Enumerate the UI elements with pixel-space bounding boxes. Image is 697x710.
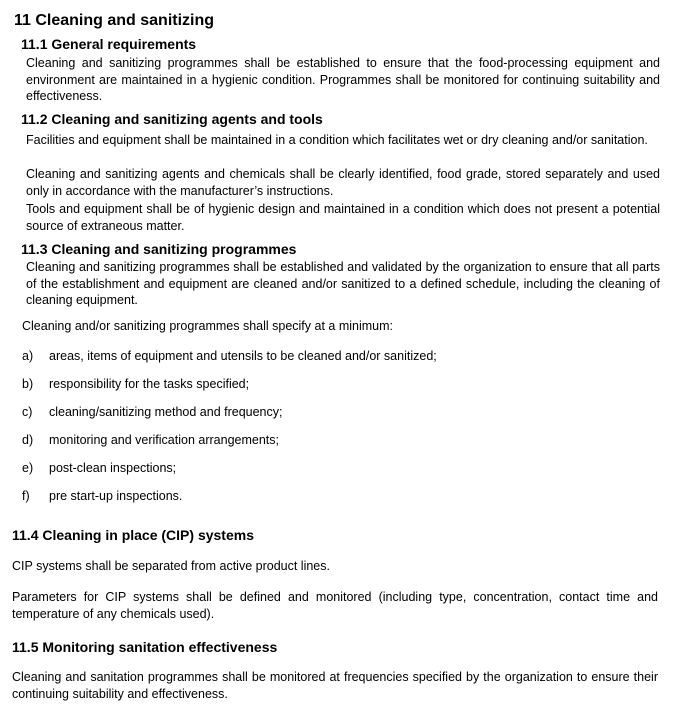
list-marker: f) <box>22 489 30 503</box>
paragraph-general-requirements: Cleaning and sanitizing programmes shall be established to ensure that the food-processing equipment and environment are maintained in a hygienic condition. Programmes shall be monitored for continuing suitability and effectiveness. <box>26 56 660 103</box>
list-marker: b) <box>22 377 34 391</box>
heading-programmes: 11.3 Cleaning and sanitizing programmes <box>21 241 297 257</box>
list-item <box>22 460 176 477</box>
list-marker: e) <box>22 461 34 475</box>
list-marker: d) <box>22 433 34 447</box>
list-item-text: responsibility for the tasks specified; <box>49 377 250 391</box>
paragraph-monitoring: Cleaning and sanitation programmes shall be monitored at frequencies specified by the organization to ensure their continuing suitability and effectiveness. <box>12 670 658 701</box>
paragraph-cip-separation: CIP systems shall be separated from active product lines. <box>12 559 330 573</box>
list-item-text: monitoring and verification arrangements; <box>49 433 279 447</box>
list-item-text: pre start-up inspections. <box>49 489 183 503</box>
list-item-text: cleaning/sanitizing method and frequency; <box>49 405 283 419</box>
paragraph-facilities: Facilities and equipment shall be maintained in a condition which facilitates wet or dry cleaning and/or sanitation. <box>26 133 648 147</box>
list-item <box>22 348 437 365</box>
list-item <box>22 404 282 421</box>
paragraph-programmes-minimum: Cleaning and/or sanitizing programmes shall specify at a minimum: <box>22 319 393 333</box>
paragraph-programmes: Cleaning and sanitizing programmes shall be established and validated by the organization to ensure that all parts of the establishment and equipment are cleaned and/or sanitized to a defined schedule, including the cleaning of cleaning equipment. <box>26 260 660 307</box>
list-marker: c) <box>22 405 33 419</box>
heading-general-requirements: 11.1 General requirements <box>21 36 197 52</box>
paragraph-cip-parameters: Parameters for CIP systems shall be defined and monitored (including type, concentration, contact time and temperature of any chemicals used). <box>12 590 658 621</box>
section-title: 11 Cleaning and sanitizing <box>14 12 215 29</box>
heading-agents-and-tools: 11.2 Cleaning and sanitizing agents and tools <box>21 111 323 127</box>
list-item <box>22 376 249 393</box>
list-item <box>22 488 182 505</box>
heading-monitoring-effectiveness: 11.5 Monitoring sanitation effectiveness <box>12 639 278 655</box>
list-item-text: areas, items of equipment and utensils to be cleaned and/or sanitized; <box>49 349 437 363</box>
list-item-text: post-clean inspections; <box>49 461 177 475</box>
paragraph-agents: Cleaning and sanitizing agents and chemicals shall be clearly identified, food grade, stored separately and used only in accordance with the manufacturer’s instructions. <box>26 167 660 198</box>
paragraph-tools: Tools and equipment shall be of hygienic design and maintained in a condition which does not present a potential source of extraneous matter. <box>26 202 660 233</box>
heading-cip-systems: 11.4 Cleaning in place (CIP) systems <box>12 527 254 543</box>
list-item <box>22 432 279 449</box>
list-marker: a) <box>22 349 34 363</box>
